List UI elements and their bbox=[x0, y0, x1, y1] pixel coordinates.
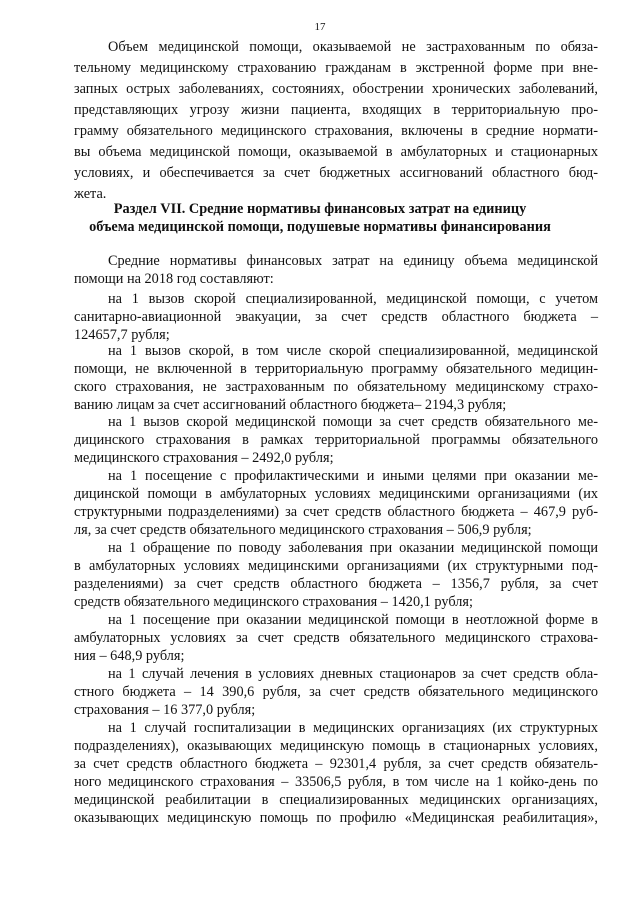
text-line: дицинского страхования в рамках территориальной программы обязательного bbox=[74, 432, 598, 448]
text-line: за счет средств областного бюджета – 92301,4 рубля, за счет средств обязатель- bbox=[74, 756, 598, 772]
text-line: тельному медицинскому страхованию гражданам в экстренной форме при вне- bbox=[74, 60, 598, 76]
page-number: 17 bbox=[314, 21, 326, 33]
text-line: на 1 вызов скорой медицинской помощи за счет средств обязательного ме- bbox=[108, 414, 598, 430]
text-line: стного бюджета – 14 390,6 рубля, за счет средств обязательного медицинского bbox=[74, 684, 598, 700]
text-line: подразделениях), оказывающих медицинскую помощь в стационарных условиях, bbox=[74, 738, 598, 754]
text-line: в амбулаторных условиях медицинскими организациями (их структурными под- bbox=[74, 558, 598, 574]
text-line: на 1 посещение при оказании медицинской помощи в неотложной форме в bbox=[108, 612, 598, 628]
text-line: страхования – 16 377,0 рубля; bbox=[74, 702, 256, 718]
text-line: вы объема медицинской помощи, оказываемой в амбулаторных и стационарных bbox=[74, 144, 598, 160]
text-line: условиях, и обеспечивается за счет бюджетных ассигнований областного бюд- bbox=[74, 165, 598, 181]
section-heading-line: объема медицинской помощи, подушевые нормативы финансирования bbox=[89, 219, 551, 235]
section-heading-line: Раздел VII. Средние нормативы финансовых затрат на единицу bbox=[113, 201, 527, 217]
text-line: ванию лицам за счет ассигнований областного бюджета– 2194,3 рубля; bbox=[74, 397, 507, 413]
text-line: ля, за счет средств обязательного медицинского страхования – 506,9 рубля; bbox=[74, 522, 532, 538]
text-line: на 1 случай лечения в условиях дневных стационаров за счет средств обла- bbox=[108, 666, 598, 682]
text-line: оказывающих медицинскую помощь по профилю «Медицинская реабилитация», bbox=[74, 810, 598, 826]
text-line: санитарно-авиационной эвакуации, за счет средств областного бюджета – bbox=[74, 309, 598, 325]
text-line: Средние нормативы финансовых затрат на единицу объема медицинской bbox=[108, 253, 598, 269]
text-line: разделениями) за счет средств областного бюджета – 1356,7 рубля, за счет bbox=[74, 576, 598, 592]
text-line: помощи на 2018 год составляют: bbox=[74, 271, 274, 287]
text-line: структурными подразделениями) за счет средств областного бюджета – 467,9 руб- bbox=[74, 504, 598, 520]
text-line: 124657,7 рубля; bbox=[74, 327, 170, 343]
text-line: на 1 вызов скорой специализированной, медицинской помощи, с учетом bbox=[108, 291, 598, 307]
text-line: представляющих угрозу жизни пациента, входящих в территориальную про- bbox=[74, 102, 598, 118]
text-line: ского страхования, не застрахованным по обязательному медицинскому страхо- bbox=[74, 379, 598, 395]
text-line: запных острых заболеваниях, состояниях, обострении хронических заболеваний, bbox=[74, 81, 598, 97]
text-line: на 1 случай госпитализации в медицинских организациях (их структурных bbox=[108, 720, 598, 736]
text-line: ного медицинского страхования – 33506,5 рубля, в том числе на 1 койко-день по bbox=[74, 774, 598, 790]
text-line: дицинской помощи в амбулаторных условиях медицинскими организациями (их bbox=[74, 486, 598, 502]
text-line: Объем медицинской помощи, оказываемой не застрахованным по обяза- bbox=[108, 39, 598, 55]
text-line: на 1 посещение с профилактическими и иными целями при оказании ме- bbox=[108, 468, 598, 484]
text-line: медицинского страхования – 2492,0 рубля; bbox=[74, 450, 334, 466]
text-line: грамму обязательного медицинского страхования, включены в средние нормати- bbox=[74, 123, 598, 139]
text-line: на 1 вызов скорой, в том числе скорой специализированной, медицинской bbox=[108, 343, 598, 359]
text-line: на 1 обращение по поводу заболевания при оказании медицинской помощи bbox=[108, 540, 598, 556]
text-line: средств обязательного медицинского страхования – 1420,1 рубля; bbox=[74, 594, 473, 610]
text-line: жета. bbox=[74, 186, 107, 202]
text-line: амбулаторных условиях за счет средств обязательного медицинского страхова- bbox=[74, 630, 598, 646]
text-line: помощи, не включенной в территориальную программу обязательного медицин- bbox=[74, 361, 598, 377]
text-line: ния – 648,9 рубля; bbox=[74, 648, 185, 664]
text-line: медицинской реабилитации в специализированных медицинских организациях, bbox=[74, 792, 598, 808]
